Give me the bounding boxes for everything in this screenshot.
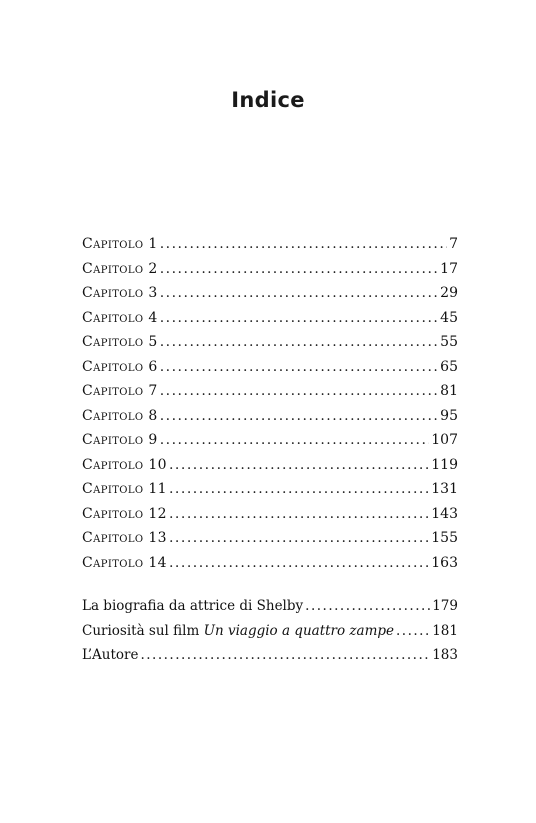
toc-entry-page: 131 bbox=[431, 481, 458, 497]
toc-entry-label: Capitolo 4 bbox=[82, 309, 158, 326]
dot-leader bbox=[160, 306, 438, 331]
toc-entry-chapter-10[interactable] bbox=[82, 453, 458, 478]
toc-entry-page: 107 bbox=[431, 432, 458, 448]
toc-entry-page: 183 bbox=[432, 647, 458, 663]
toc-entry-chapter-14[interactable] bbox=[82, 551, 458, 576]
toc-entry-chapter-5[interactable] bbox=[82, 330, 458, 355]
toc-entry-chapter-8[interactable] bbox=[82, 404, 458, 429]
toc-entry-label: Capitolo 1 bbox=[82, 236, 158, 252]
toc-entry-label-prefix: Curiosità sul film bbox=[82, 622, 204, 639]
toc-entry-label: Capitolo 2 bbox=[82, 260, 158, 277]
dot-leader bbox=[169, 477, 429, 502]
dot-leader bbox=[140, 643, 430, 668]
toc-entry-page: 81 bbox=[440, 383, 458, 399]
dot-leader bbox=[160, 257, 438, 282]
toc-entry-page: 143 bbox=[431, 505, 458, 522]
dot-leader bbox=[160, 330, 438, 355]
dot-leader bbox=[169, 502, 429, 527]
toc-entry-label: Capitolo 8 bbox=[82, 407, 158, 424]
toc-entry-page: 7 bbox=[449, 236, 458, 252]
page-title: Indice bbox=[231, 88, 305, 112]
dot-leader bbox=[160, 355, 438, 380]
toc-entry-label: Capitolo 3 bbox=[82, 285, 158, 301]
dot-leader bbox=[305, 594, 430, 619]
toc-entry-page: 95 bbox=[440, 407, 458, 424]
toc-entry-page: 181 bbox=[432, 622, 458, 639]
toc-entry-label: Capitolo 14 bbox=[82, 554, 167, 571]
toc-entry-label bbox=[82, 619, 394, 644]
toc-entry-page: 55 bbox=[440, 334, 458, 350]
toc-entry-label: L’Autore bbox=[82, 647, 139, 663]
toc-entry-page: 45 bbox=[440, 309, 458, 326]
toc-entry-page: 119 bbox=[431, 456, 458, 473]
appendix-entries bbox=[82, 594, 458, 668]
dot-leader bbox=[396, 619, 430, 644]
dot-leader bbox=[160, 428, 430, 453]
toc-entry-label: Capitolo 5 bbox=[82, 334, 158, 350]
toc-entry-page: 29 bbox=[440, 285, 458, 301]
toc-entry-chapter-6[interactable] bbox=[82, 355, 458, 380]
toc-entry-label: Capitolo 9 bbox=[82, 432, 158, 448]
toc-entry-page: 65 bbox=[440, 358, 458, 375]
toc-entry-label: Capitolo 13 bbox=[82, 530, 167, 546]
toc-entry-label: Capitolo 7 bbox=[82, 383, 158, 399]
toc-entry-actress-biography[interactable] bbox=[82, 594, 458, 619]
dot-leader bbox=[160, 281, 438, 306]
toc-entry-label: Capitolo 11 bbox=[82, 481, 167, 497]
toc-entry-chapter-9[interactable] bbox=[82, 428, 458, 453]
toc-entry-chapter-2[interactable] bbox=[82, 257, 458, 282]
toc-entry-page: 155 bbox=[431, 530, 458, 546]
toc-entry-chapter-3[interactable] bbox=[82, 281, 458, 306]
dot-leader bbox=[160, 379, 438, 404]
toc-entry-chapter-12[interactable] bbox=[82, 502, 458, 527]
toc-entry-chapter-7[interactable] bbox=[82, 379, 458, 404]
dot-leader bbox=[160, 404, 438, 429]
table-of-contents bbox=[82, 232, 458, 575]
toc-entry-page: 179 bbox=[432, 598, 458, 614]
toc-entry-film-trivia[interactable] bbox=[82, 619, 458, 644]
toc-entry-chapter-4[interactable] bbox=[82, 306, 458, 331]
dot-leader bbox=[160, 232, 447, 257]
dot-leader bbox=[169, 453, 429, 478]
toc-entry-chapter-13[interactable] bbox=[82, 526, 458, 551]
toc-entry-chapter-1[interactable] bbox=[82, 232, 458, 257]
toc-entry-label: Capitolo 10 bbox=[82, 456, 167, 473]
toc-entry-chapter-11[interactable] bbox=[82, 477, 458, 502]
toc-entry-page: 17 bbox=[440, 260, 458, 277]
toc-entry-author[interactable] bbox=[82, 643, 458, 668]
toc-entry-page: 163 bbox=[431, 554, 458, 571]
toc-entry-label: Capitolo 6 bbox=[82, 358, 158, 375]
film-title: Un viaggio a quattro zampe bbox=[203, 622, 395, 639]
toc-entry-label: Capitolo 12 bbox=[82, 505, 167, 522]
dot-leader bbox=[169, 526, 429, 551]
toc-entry-label: La biografia da attrice di Shelby bbox=[82, 598, 304, 614]
dot-leader bbox=[169, 551, 429, 576]
